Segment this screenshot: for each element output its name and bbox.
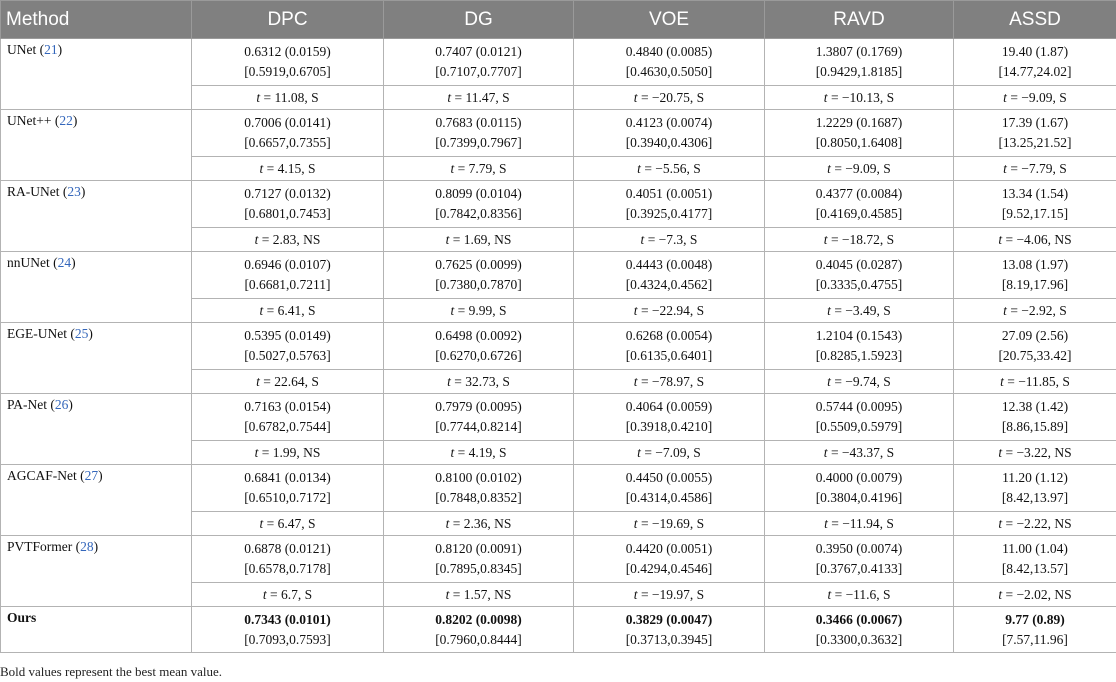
metric-ci: [13.25,21.52] [998, 135, 1072, 150]
metric-cell-ours [954, 607, 1116, 653]
ttest-cell [574, 299, 765, 323]
ttest-cell [765, 441, 954, 465]
ttest-cell [954, 157, 1116, 181]
metric-mean: 0.4051 (0.0051) [625, 186, 713, 201]
ttest-symbol: t [450, 160, 455, 176]
metric-cell [384, 323, 574, 370]
metric-ci: [0.6135,0.6401] [625, 348, 713, 363]
metric-cell [954, 323, 1116, 370]
metric-mean-best: 9.77 (0.89) [1005, 612, 1065, 627]
ttest-cell [954, 512, 1116, 536]
ttest-stat: = 6.41, S [263, 302, 316, 318]
ttest-stat: = 2.83, NS [258, 231, 321, 247]
metric-cell [384, 39, 574, 86]
ttest-stat: = 1.99, NS [258, 444, 321, 460]
metric-ci: [8.86,15.89] [1001, 419, 1069, 434]
metric-cell [954, 536, 1116, 583]
ttest-symbol: t [1003, 160, 1007, 176]
ttest-stat: = 4.19, S [454, 444, 507, 460]
ttest-symbol: t [445, 231, 450, 247]
metric-mean: 0.3950 (0.0074) [815, 541, 903, 556]
ttest-symbol: t [998, 515, 1003, 531]
method-cell: nnUNet (24) [1, 252, 192, 323]
method-name: UNet++ [7, 113, 52, 128]
metric-cell [384, 394, 574, 441]
metric-mean: 0.4443 (0.0048) [625, 257, 713, 272]
method-row [1, 181, 1116, 228]
metric-cell-ours [384, 607, 574, 653]
metric-cell [384, 536, 574, 583]
ttest-cell [765, 512, 954, 536]
metric-cell [954, 465, 1116, 512]
metric-ci: [0.4324,0.4562] [625, 277, 713, 292]
ttest-cell [384, 441, 574, 465]
ttest-symbol: t [447, 89, 452, 105]
ttest-stat: = 11.47, S [451, 89, 510, 105]
metric-cell [384, 252, 574, 299]
reference-link[interactable]: 23 [67, 184, 81, 199]
metric-mean: 17.39 (1.67) [1001, 115, 1069, 130]
metric-ci: [8.42,13.97] [1001, 490, 1069, 505]
metric-ci: [14.77,24.02] [998, 64, 1072, 79]
ours-row [1, 607, 1116, 653]
reference-link[interactable]: 27 [84, 468, 99, 483]
ttest-cell [574, 157, 765, 181]
metric-mean: 0.6498 (0.0092) [435, 328, 522, 343]
method-cell: PVTFormer (28) [1, 536, 192, 607]
ttest-cell [954, 583, 1116, 607]
header-ravd: RAVD [765, 1, 954, 39]
method-row [1, 39, 1116, 86]
metric-cell [954, 181, 1116, 228]
header-assd: ASSD [954, 1, 1116, 39]
metric-mean: 0.8099 (0.0104) [435, 186, 522, 201]
ttest-cell [192, 157, 384, 181]
ttest-stat: = −78.97, S [637, 373, 705, 389]
ttest-stat: = −10.13, S [827, 89, 895, 105]
method-cell: EGE-UNet (25) [1, 323, 192, 394]
metric-mean: 0.5744 (0.0095) [815, 399, 903, 414]
metric-mean: 0.7163 (0.0154) [244, 399, 331, 414]
ttest-cell [384, 370, 574, 394]
header-dg: DG [384, 1, 574, 39]
ttest-symbol: t [1003, 302, 1007, 318]
reference-link[interactable]: 28 [80, 539, 94, 554]
metric-ci: [0.7107,0.7707] [435, 64, 522, 79]
metric-mean-best: 0.3829 (0.0047) [625, 612, 713, 627]
metric-ci: [0.7895,0.8345] [435, 561, 522, 576]
metric-cell [954, 252, 1116, 299]
metric-ci: [0.7848,0.8352] [435, 490, 522, 505]
metric-mean: 0.8120 (0.0091) [435, 541, 522, 556]
ttest-cell [574, 583, 765, 607]
metric-ci: [0.7842,0.8356] [435, 206, 522, 221]
metric-ci: [0.8285,1.5923] [815, 348, 903, 363]
reference-link[interactable]: 26 [54, 397, 69, 412]
metric-mean: 0.6312 (0.0159) [244, 44, 331, 59]
method-row [1, 536, 1116, 583]
ttest-stat: = −2.92, S [1006, 302, 1067, 318]
method-name: nnUNet [7, 255, 50, 270]
metric-cell [192, 110, 384, 157]
ttest-symbol: t [633, 586, 638, 602]
metric-cell [765, 536, 954, 583]
metric-ci: [0.7380,0.7870] [435, 277, 522, 292]
metric-mean: 0.4123 (0.0074) [625, 115, 713, 130]
method-cell: AGCAF-Net (27) [1, 465, 192, 536]
metric-cell [765, 323, 954, 370]
ttest-cell [192, 299, 384, 323]
metric-cell [192, 181, 384, 228]
ttest-stat: = −9.09, S [1006, 89, 1067, 105]
ttest-stat: = −7.79, S [1006, 160, 1067, 176]
method-cell: RA-UNet (23) [1, 181, 192, 252]
metric-ci: [0.4294,0.4546] [625, 561, 713, 576]
ttest-cell [954, 441, 1116, 465]
ttest-stat: = −9.09, S [830, 160, 891, 176]
ttest-cell [384, 583, 574, 607]
ttest-symbol: t [256, 89, 261, 105]
method-name: EGE-UNet [7, 326, 67, 341]
metric-mean: 0.7625 (0.0099) [435, 257, 522, 272]
ttest-cell [574, 86, 765, 110]
ttest-cell [384, 228, 574, 252]
ttest-stat: = −2.02, NS [1002, 586, 1072, 602]
ttest-symbol: t [450, 444, 455, 460]
metric-cell [574, 110, 765, 157]
metric-mean: 12.38 (1.42) [1001, 399, 1069, 414]
header-dpc: DPC [192, 1, 384, 39]
ttest-cell [954, 370, 1116, 394]
metric-mean-best: 0.3466 (0.0067) [815, 612, 903, 627]
ttest-stat: = −22.94, S [637, 302, 705, 318]
ttest-symbol: t [998, 444, 1003, 460]
metric-mean: 1.3807 (0.1769) [815, 44, 903, 59]
method-row [1, 110, 1116, 157]
metric-cell [765, 39, 954, 86]
ttest-cell [574, 441, 765, 465]
ttest-cell [765, 370, 954, 394]
reference-link[interactable]: 24 [57, 255, 72, 270]
metric-mean: 0.4000 (0.0079) [815, 470, 903, 485]
metric-ci: [0.3804,0.4196] [815, 490, 903, 505]
ttest-cell [574, 228, 765, 252]
ttest-stat: = −43.37, S [827, 444, 895, 460]
method-row [1, 394, 1116, 441]
ttest-symbol: t [259, 302, 264, 318]
metric-ci: [0.3335,0.4755] [815, 277, 903, 292]
ttest-symbol: t [633, 515, 638, 531]
metric-cell [384, 181, 574, 228]
ttest-symbol: t [450, 302, 455, 318]
method-name: PVTFormer [7, 539, 73, 554]
ttest-stat: = −20.75, S [637, 89, 705, 105]
metric-mean: 0.6946 (0.0107) [244, 257, 331, 272]
metric-ci: [0.3940,0.4306] [625, 135, 713, 150]
metric-ci: [0.6801,0.7453] [244, 206, 331, 221]
ttest-stat: = −4.06, NS [1002, 231, 1072, 247]
ttest-stat: = −19.97, S [637, 586, 705, 602]
metric-cell [192, 39, 384, 86]
ttest-cell [192, 512, 384, 536]
ttest-symbol: t [445, 515, 450, 531]
metric-ci: [0.3300,0.3632] [815, 632, 903, 647]
header-method: Method [1, 1, 192, 39]
ttest-symbol: t [823, 89, 828, 105]
method-cell-ours [1, 607, 192, 653]
reference-link[interactable]: 21 [44, 42, 58, 57]
metric-mean: 0.5395 (0.0149) [244, 328, 331, 343]
metric-cell [574, 536, 765, 583]
ttest-cell [384, 512, 574, 536]
metric-mean: 0.4377 (0.0084) [815, 186, 903, 201]
metric-mean: 0.4450 (0.0055) [625, 470, 713, 485]
ttest-symbol: t [262, 586, 267, 602]
metric-cell [192, 252, 384, 299]
ttest-symbol: t [827, 373, 831, 389]
method-cell: UNet (21) [1, 39, 192, 110]
ttest-stat: = −18.72, S [827, 231, 895, 247]
ttest-stat: = 1.69, NS [449, 231, 512, 247]
method-name-ours: Ours [7, 610, 37, 625]
metric-ci: [0.6578,0.7178] [244, 561, 331, 576]
metric-ci: [0.6681,0.7211] [244, 277, 331, 292]
metric-cell [954, 110, 1116, 157]
metric-ci: [0.7960,0.8444] [435, 632, 522, 647]
ttest-symbol: t [640, 231, 645, 247]
ttest-cell [574, 512, 765, 536]
ttest-symbol: t [256, 373, 260, 389]
ttest-symbol: t [633, 302, 638, 318]
ttest-symbol: t [633, 373, 638, 389]
ttest-stat: = 7.79, S [454, 160, 507, 176]
ttest-symbol: t [823, 231, 828, 247]
ttest-symbol: t [259, 160, 264, 176]
metric-cell [384, 110, 574, 157]
ttest-symbol: t [827, 586, 832, 602]
metric-ci: [20.75,33.42] [998, 348, 1072, 363]
ttest-stat: = −3.49, S [830, 302, 891, 318]
metric-mean: 0.7683 (0.0115) [435, 115, 522, 130]
metric-mean: 11.00 (1.04) [1002, 541, 1068, 556]
ttest-cell [192, 86, 384, 110]
metric-cell [192, 323, 384, 370]
metric-mean: 0.8100 (0.0102) [435, 470, 522, 485]
ttest-cell [384, 157, 574, 181]
method-row [1, 252, 1116, 299]
metric-mean: 1.2229 (0.1687) [815, 115, 903, 130]
metric-ci: [0.9429,1.8185] [815, 64, 903, 79]
metric-ci: [0.7093,0.7593] [244, 632, 331, 647]
metric-mean: 11.20 (1.12) [1002, 470, 1068, 485]
ttest-stat: = −9.74, S [830, 373, 891, 389]
metric-ci: [0.6782,0.7544] [244, 419, 331, 434]
method-name: PA-Net [7, 397, 48, 412]
ttest-cell [765, 157, 954, 181]
metric-mean-best: 0.7343 (0.0101) [244, 612, 331, 627]
ttest-stat: = 9.99, S [454, 302, 507, 318]
metric-ci: [0.5027,0.5763] [244, 348, 331, 363]
metric-cell [765, 465, 954, 512]
metric-cell [384, 465, 574, 512]
reference-link[interactable]: 25 [74, 326, 89, 341]
ttest-cell [384, 86, 574, 110]
ttest-symbol: t [824, 515, 828, 531]
metric-ci: [0.4630,0.5050] [625, 64, 713, 79]
metric-mean: 0.4840 (0.0085) [625, 44, 713, 59]
metric-cell-ours [192, 607, 384, 653]
ttest-symbol: t [633, 89, 638, 105]
ttest-stat: = 1.57, NS [449, 586, 512, 602]
ttest-cell [192, 228, 384, 252]
ttest-symbol: t [827, 302, 831, 318]
ttest-stat: = 4.15, S [263, 160, 316, 176]
metric-mean: 0.6878 (0.0121) [244, 541, 331, 556]
ttest-stat: = −11.6, S [831, 586, 891, 602]
metric-ci: [0.5509,0.5979] [815, 419, 903, 434]
metric-ci: [0.3713,0.3945] [625, 632, 713, 647]
ttest-symbol: t [254, 231, 259, 247]
ttest-stat: = 32.73, S [450, 373, 510, 389]
metric-ci: [0.6270,0.6726] [435, 348, 522, 363]
method-cell: UNet++ (22) [1, 110, 192, 181]
metric-mean: 13.08 (1.97) [1001, 257, 1069, 272]
ttest-symbol: t [998, 586, 1003, 602]
ttest-stat: = −19.69, S [637, 515, 705, 531]
header-row [1, 1, 1116, 39]
ttest-stat: = 22.64, S [259, 373, 319, 389]
ttest-symbol: t [1000, 373, 1004, 389]
metric-cell [765, 181, 954, 228]
metric-cell [192, 536, 384, 583]
ttest-stat: = 6.7, S [266, 586, 313, 602]
ttest-cell [765, 86, 954, 110]
ttest-stat: = 2.36, NS [449, 515, 512, 531]
metric-ci: [0.4314,0.4586] [625, 490, 713, 505]
metric-mean: 0.4064 (0.0059) [625, 399, 713, 414]
metric-cell [954, 39, 1116, 86]
metric-ci: [0.3918,0.4210] [625, 419, 713, 434]
metric-cell [765, 394, 954, 441]
metric-ci: [0.3925,0.4177] [625, 206, 713, 221]
metric-cell-ours [765, 607, 954, 653]
ttest-stat: = 11.08, S [260, 89, 319, 105]
metric-cell [765, 252, 954, 299]
metric-mean: 0.7006 (0.0141) [244, 115, 331, 130]
metric-mean: 0.6268 (0.0054) [625, 328, 713, 343]
ttest-symbol: t [259, 515, 264, 531]
ttest-stat: = −2.22, NS [1002, 515, 1072, 531]
metric-mean: 13.34 (1.54) [1001, 186, 1069, 201]
method-row [1, 323, 1116, 370]
method-name: UNet [7, 42, 37, 57]
metric-cell [574, 394, 765, 441]
ttest-cell [384, 299, 574, 323]
method-row [1, 465, 1116, 512]
metric-cell [574, 465, 765, 512]
metric-ci: [0.8050,1.6408] [815, 135, 903, 150]
ttest-cell [765, 583, 954, 607]
ttest-stat: = 6.47, S [263, 515, 316, 531]
metric-ci: [0.7399,0.7967] [435, 135, 522, 150]
metric-cell [574, 39, 765, 86]
metric-mean: 27.09 (2.56) [1001, 328, 1069, 343]
metric-cell [574, 323, 765, 370]
metric-ci: [0.3767,0.4133] [815, 561, 903, 576]
metric-cell [574, 252, 765, 299]
ttest-cell [954, 299, 1116, 323]
method-name: AGCAF-Net [7, 468, 77, 483]
reference-link[interactable]: 22 [59, 113, 73, 128]
ttest-symbol: t [445, 586, 450, 602]
metric-mean: 0.6841 (0.0134) [244, 470, 331, 485]
ttest-cell [765, 299, 954, 323]
ttest-symbol: t [447, 373, 451, 389]
ttest-stat: = −5.56, S [640, 160, 701, 176]
metric-mean: 0.4045 (0.0287) [815, 257, 903, 272]
ttest-cell [954, 228, 1116, 252]
ttest-symbol: t [637, 444, 641, 460]
ttest-symbol: t [827, 160, 831, 176]
metric-ci: [0.7744,0.8214] [435, 419, 522, 434]
metric-cell [192, 394, 384, 441]
metric-ci: [0.6657,0.7355] [244, 135, 331, 150]
ttest-symbol: t [823, 444, 828, 460]
ttest-stat: = −3.22, NS [1002, 444, 1072, 460]
ttest-symbol: t [1003, 89, 1007, 105]
metric-mean: 0.7979 (0.0095) [435, 399, 522, 414]
ttest-cell [765, 228, 954, 252]
header-voe: VOE [574, 1, 765, 39]
ttest-stat: = −11.94, S [827, 515, 894, 531]
metric-cell [574, 181, 765, 228]
ttest-cell [192, 583, 384, 607]
ttest-cell [954, 86, 1116, 110]
metric-ci: [0.6510,0.7172] [244, 490, 331, 505]
metric-ci: [0.5919,0.6705] [244, 64, 331, 79]
metric-mean: 19.40 (1.87) [1001, 44, 1069, 59]
metric-cell [192, 465, 384, 512]
metric-ci: [7.57,11.96] [1002, 632, 1068, 647]
metric-mean: 1.2104 (0.1543) [815, 328, 903, 343]
ttest-stat: = −7.3, S [644, 231, 698, 247]
metric-mean: 0.4420 (0.0051) [625, 541, 713, 556]
metric-mean: 0.7127 (0.0132) [244, 186, 331, 201]
method-name: RA-UNet [7, 184, 60, 199]
metric-ci: [9.52,17.15] [1001, 206, 1069, 221]
ttest-symbol: t [637, 160, 641, 176]
metric-cell-ours [574, 607, 765, 653]
metric-ci: [8.19,17.96] [1001, 277, 1069, 292]
ttest-stat: = −7.09, S [640, 444, 701, 460]
metric-mean: 0.7407 (0.0121) [435, 44, 522, 59]
footnote: Bold values represent the best mean value. [0, 664, 223, 679]
method-cell: PA-Net (26) [1, 394, 192, 465]
metric-ci: [8.42,13.57] [1001, 561, 1069, 576]
ttest-cell [574, 370, 765, 394]
ttest-cell [192, 441, 384, 465]
metric-mean-best: 0.8202 (0.0098) [435, 612, 522, 627]
metric-cell [765, 110, 954, 157]
metric-ci: [0.4169,0.4585] [815, 206, 903, 221]
metric-cell [954, 394, 1116, 441]
ttest-symbol: t [998, 231, 1003, 247]
ttest-stat: = −11.85, S [1003, 373, 1070, 389]
ttest-symbol: t [254, 444, 259, 460]
ttest-cell [192, 370, 384, 394]
